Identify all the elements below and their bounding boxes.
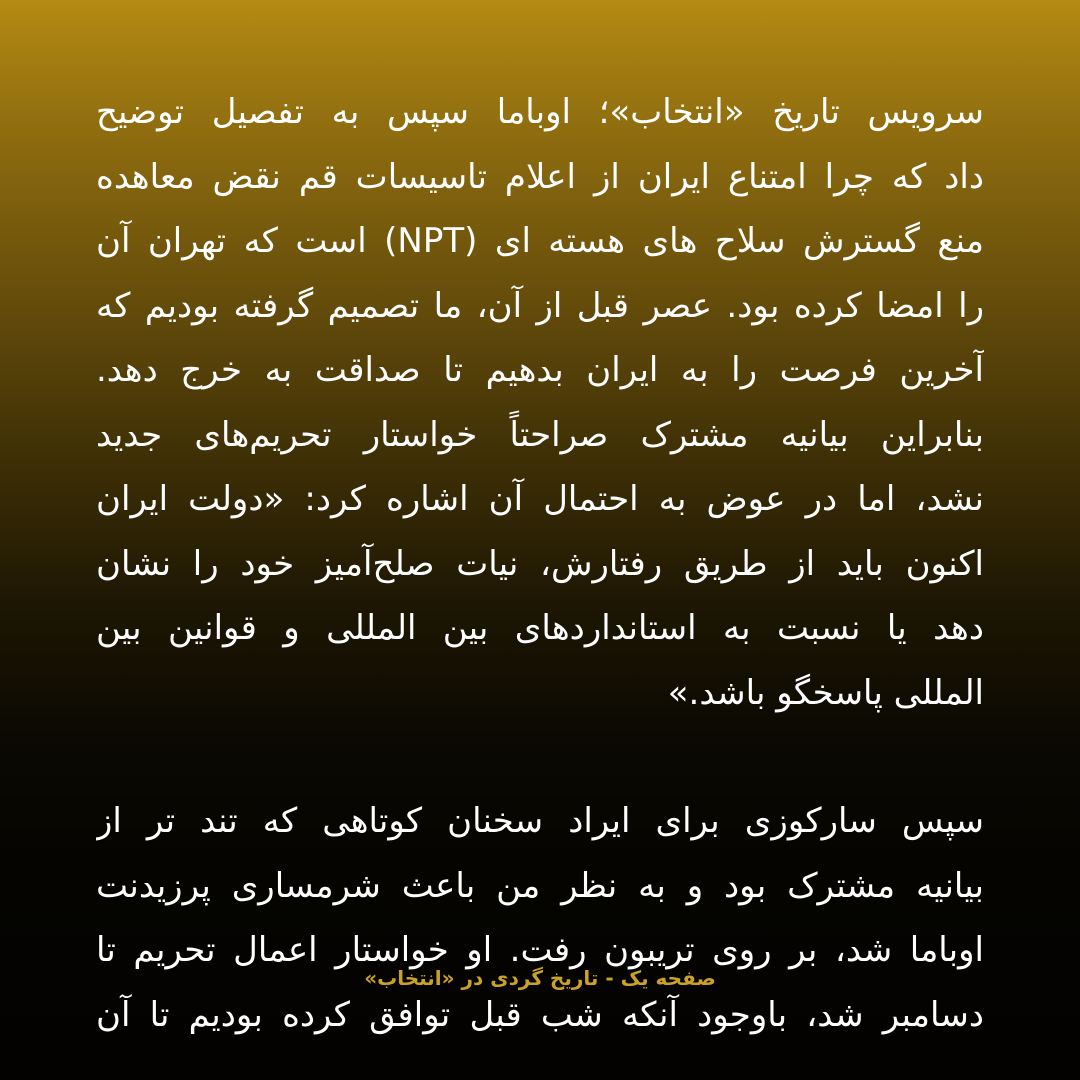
text-line: سرویس تاریخ «انتخاب»؛ اوباما سپس به تفصیل توضیح bbox=[96, 92, 984, 132]
paragraph-gap bbox=[96, 725, 984, 789]
text-line: منع گسترش سلاح های هسته ای (NPT) است که تهران آن bbox=[96, 221, 984, 261]
paragraph-1 bbox=[96, 80, 984, 725]
text-line: اکنون باید از طریق رفتارش، نیات صلح‌آمیز خود را نشان bbox=[96, 543, 984, 584]
text-line: المللی پاسخگو باشد.» bbox=[667, 672, 984, 713]
text-line: اوباما شد، بر روی تریبون رفت. او خواستار اعمال تحریم تا bbox=[96, 930, 984, 970]
text-line: داد که چرا امتناع ایران از اعلام تاسیسات قم نقض معاهده bbox=[96, 156, 984, 197]
text-line: بنابراین بیانیه مشترک صراحتاً خواستار تحریم‌های جدید bbox=[96, 414, 984, 455]
paragraph-2 bbox=[96, 789, 984, 1047]
text-line: دهد یا نسبت به استانداردهای بین المللی و قوانین بین bbox=[96, 608, 984, 648]
text-line: بیانیه مشترک بود و به نظر من باعث شرمساری پرزیدنت bbox=[96, 865, 984, 906]
article-text bbox=[96, 80, 984, 1047]
text-line: سپس سارکوزی برای ایراد سخنان کوتاهی که تند تر از bbox=[96, 801, 984, 841]
page-footer: صفحه یک - تاریخ گردی در «انتخاب» bbox=[364, 966, 716, 990]
text-line: آخرین فرصت را به ایران بدهیم تا صداقت به خرج دهد. bbox=[96, 350, 984, 390]
text-line: نشد، اما در عوض به احتمال آن اشاره کرد: «دولت ایران bbox=[96, 479, 984, 519]
text-line: دسامبر شد، باوجود آنکه شب قبل توافق کرده بودیم تا آن bbox=[96, 994, 984, 1035]
text-line: را امضا کرده بود. عصر قبل از آن، ما تصمیم گرفته بودیم که bbox=[96, 285, 984, 326]
